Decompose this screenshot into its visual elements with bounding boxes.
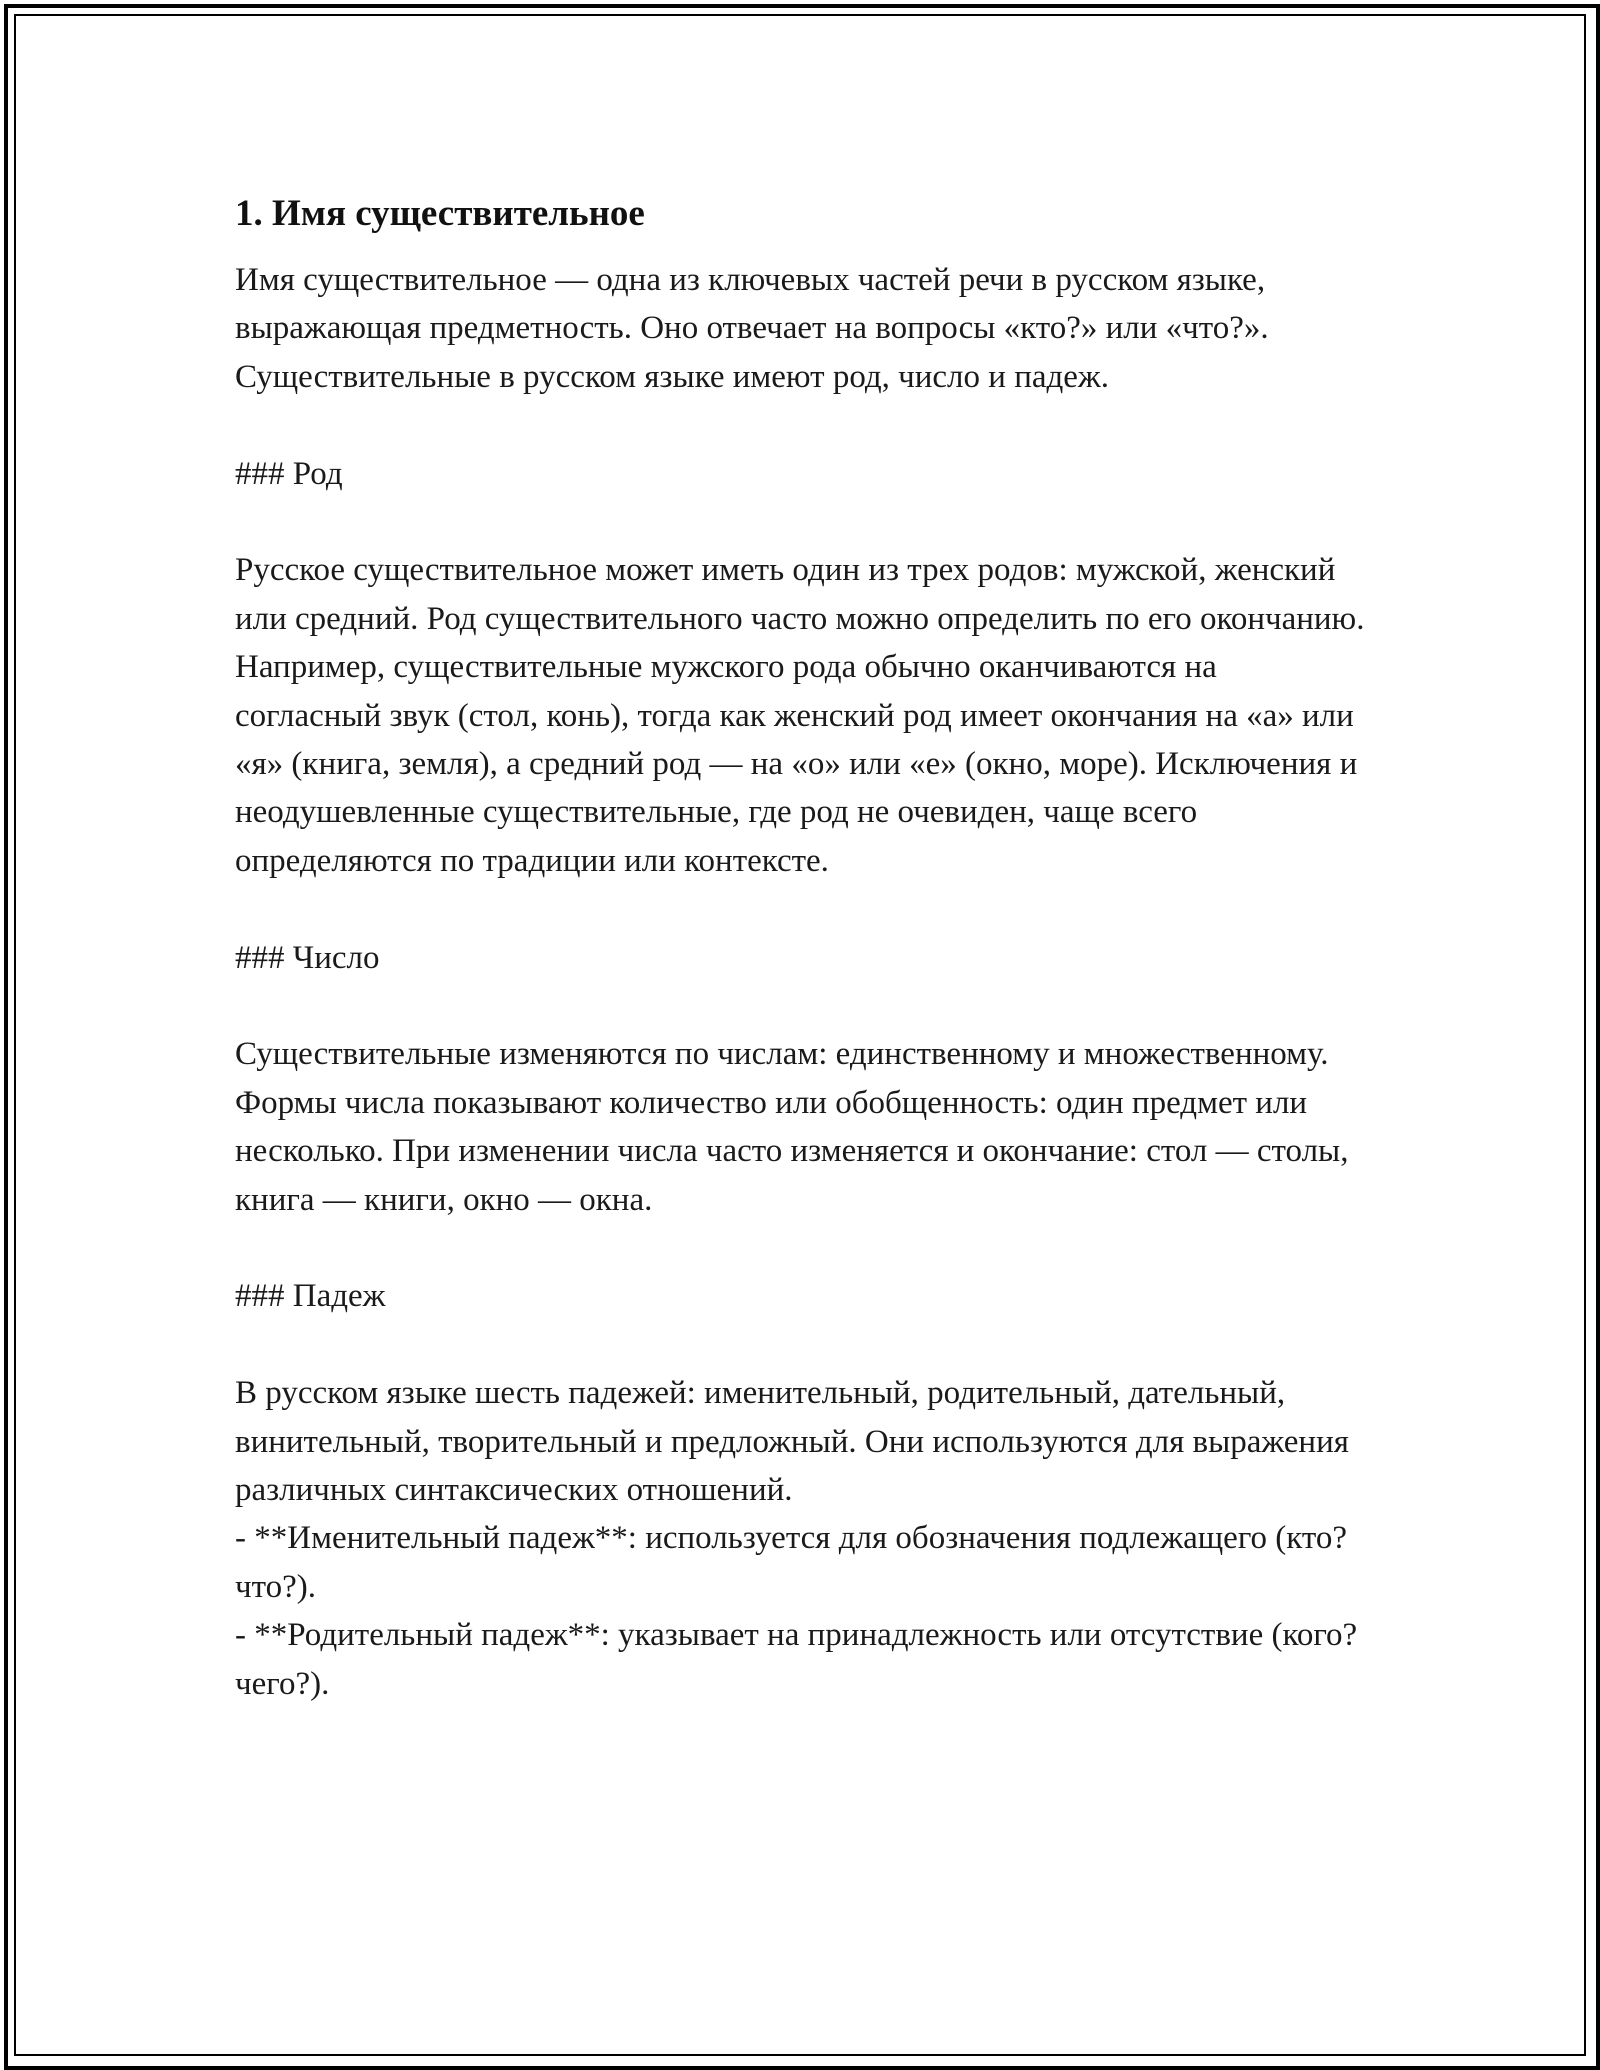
subheading-padezh: ### Падеж <box>235 1278 386 1315</box>
subheading-rod: ### Род <box>235 455 343 492</box>
section-heading: 1. Имя существительное <box>235 193 645 234</box>
rod-paragraph: Русское существительное может иметь один из трех родов: мужской, женский или средний. Род существительного часто можно определить по его окончанию. Например, существительные мужского рода обычно оканчиваются на согласный звук (стол, конь), тогда как женский род имеет окончания на «а» или «я» (книга, земля), а средний род — на «о» или «е» (окно, море). Исключения и неодушевленные существительные, где род не очевиден, чаще всего определяются по традиции или контексте. <box>235 552 1365 879</box>
intro-paragraph: Имя существительное — одна из ключевых частей речи в русском языке, выражающая предметность. Оно отвечает на вопросы «кто?» или «что?». Существительные в русском языке имеют род, число и падеж. <box>235 262 1269 395</box>
padezh-list-item: - **Именительный падеж**: используется для обозначения подлежащего (кто? что?). <box>235 1520 1348 1605</box>
padezh-list-item: - **Родительный падеж**: указывает на принадлежность или отсутствие (кого? чего?). <box>235 1617 1358 1702</box>
subheading-chislo: ### Число <box>235 939 380 976</box>
document-body <box>235 186 1365 1708</box>
padezh-paragraph: В русском языке шесть падежей: именительный, родительный, дательный, винительный, творительный и предложный. Они используются для выражения различных синтаксических отношений. <box>235 1375 1349 1509</box>
chislo-paragraph: Существительные изменяются по числам: единственному и множественному. Формы числа показывают количество или обобщенность: один предмет или несколько. При изменении числа часто изменяется и окончание: стол — столы, книга — книги, окно — окна. <box>235 1036 1349 1218</box>
